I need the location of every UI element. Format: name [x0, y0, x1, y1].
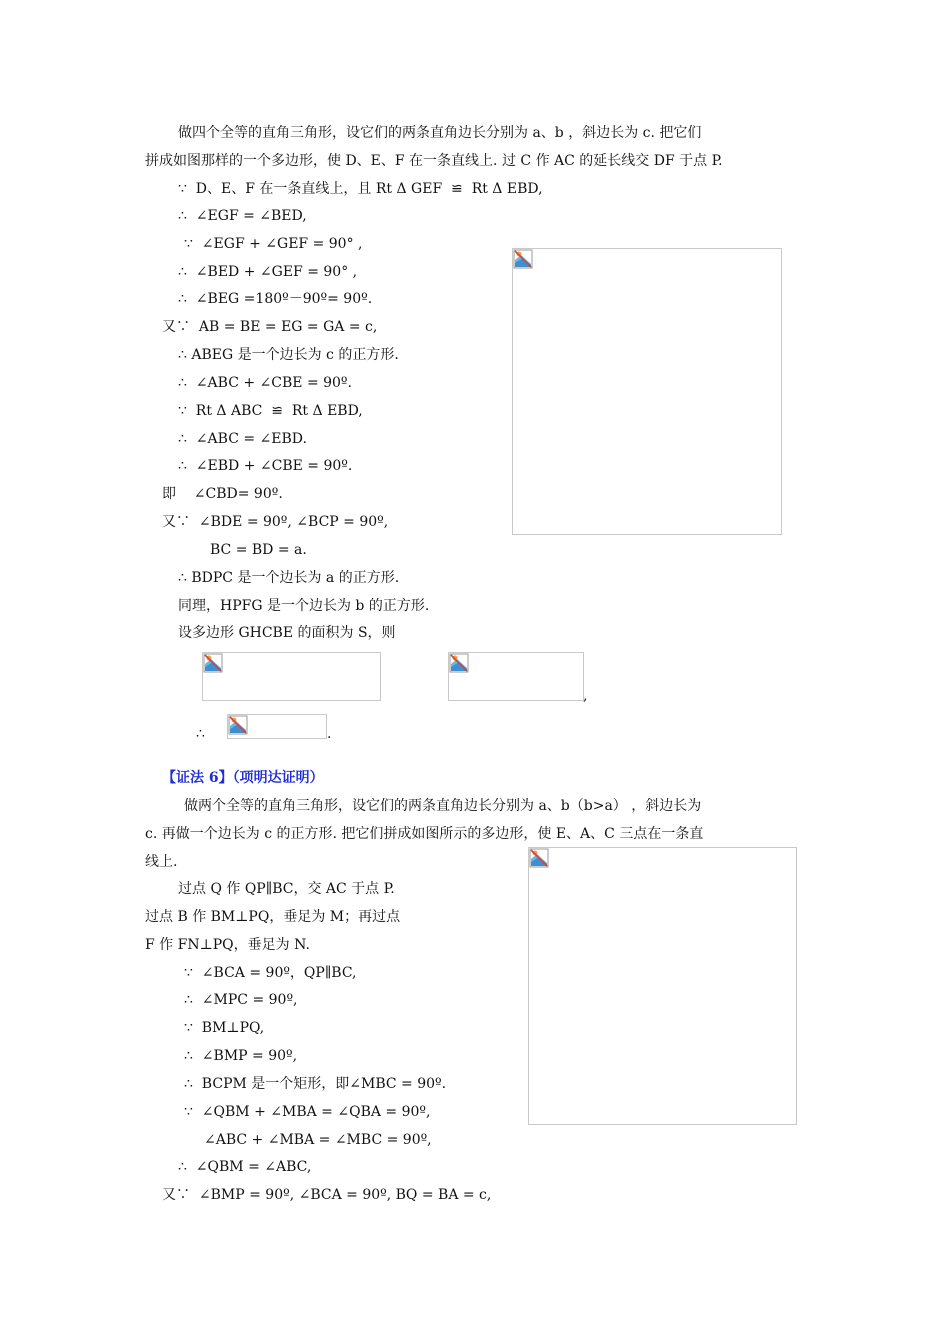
- paragraph-line: 过点 B 作 BM⊥PQ，垂足为 M；再过点: [145, 909, 401, 925]
- proof-step: 又∵ AB = BE = EG = GA = c,: [162, 319, 378, 335]
- proof-step: ∴ ABEG 是一个边长为 c 的正方形.: [178, 347, 399, 363]
- broken-image-icon: [449, 653, 469, 673]
- proof-step: ∴ ∠BED + ∠GEF = 90° ,: [178, 264, 358, 280]
- broken-image-icon: [513, 249, 533, 269]
- proof-step: ∴ ∠ABC = ∠EBD.: [178, 431, 307, 447]
- paragraph-line: c. 再做一个边长为 c 的正方形. 把它们拼成如图所示的多边形，使 E、A、C 三点在一条直: [145, 826, 704, 842]
- broken-image-icon: [203, 653, 223, 673]
- proof-step: ∵ ∠BCA = 90º，QP∥BC,: [184, 965, 357, 981]
- proof-step: ∴ ∠QBM = ∠ABC,: [178, 1159, 312, 1175]
- figure-image-placeholder: [528, 847, 797, 1125]
- proof-step: ∵ ∠QBM + ∠MBA = ∠QBA = 90º,: [184, 1104, 431, 1120]
- proof-step: 又∵ ∠BDE = 90º, ∠BCP = 90º,: [162, 514, 389, 530]
- formula-image-placeholder: [202, 652, 381, 701]
- formula-image-placeholder: [227, 714, 327, 739]
- section-heading: 【证法 6】（项明达证明）: [162, 770, 324, 786]
- proof-step: ∵ BM⊥PQ,: [184, 1020, 265, 1036]
- proof-step: ∴ ∠BEG =180º－90º= 90º.: [178, 291, 373, 307]
- proof-step: 即 ∠CBD= 90º.: [162, 486, 283, 502]
- proof-step: ∴ ∠MPC = 90º,: [184, 992, 298, 1008]
- figure-image-placeholder: [512, 248, 782, 535]
- paragraph-line: 线上.: [145, 854, 178, 870]
- therefore-symbol: ∴: [196, 726, 205, 742]
- proof-step: ∵ Rt Δ ABC ≌ Rt Δ EBD,: [178, 403, 363, 419]
- period-text: .: [327, 726, 332, 742]
- proof-step: ∴ ∠ABC + ∠CBE = 90º.: [178, 375, 352, 391]
- paragraph-line: 拼成如图那样的一个多边形，使 D、E、F 在一条直线上. 过 C 作 AC 的延长线交 DF 于点 P.: [145, 153, 723, 169]
- proof-step: ∴ ∠BMP = 90º,: [184, 1048, 298, 1064]
- proof-step: BC = BD = a.: [210, 542, 307, 558]
- proof-step: ∵ ∠EGF + ∠GEF = 90° ,: [184, 236, 363, 252]
- formula-image-placeholder: [448, 652, 584, 701]
- paragraph-line: 过点 Q 作 QP∥BC，交 AC 于点 P.: [178, 881, 395, 897]
- proof-step: ∴ ∠EGF = ∠BED,: [178, 208, 307, 224]
- proof-step: ∴ ∠EBD + ∠CBE = 90º.: [178, 458, 353, 474]
- proof-step: ∴ BCPM 是一个矩形，即∠MBC = 90º.: [184, 1076, 447, 1092]
- paragraph-line: F 作 FN⊥PQ，垂足为 N.: [145, 937, 310, 953]
- proof-step: 同理，HPFG 是一个边长为 b 的正方形.: [178, 598, 430, 614]
- proof-step: ∵ D、E、F 在一条直线上，且 Rt Δ GEF ≌ Rt Δ EBD,: [178, 181, 543, 197]
- proof-step: 设多边形 GHCBE 的面积为 S，则: [178, 625, 396, 641]
- broken-image-icon: [228, 715, 248, 735]
- paragraph-line: 做两个全等的直角三角形，设它们的两条直角边长分别为 a、b（b>a） ，斜边长为: [184, 798, 702, 814]
- paragraph-line: 做四个全等的直角三角形，设它们的两条直角边长分别为 a、b ，斜边长为 c. 把它们: [178, 125, 702, 141]
- comma-text: ,: [583, 688, 588, 704]
- proof-step: ∴ BDPC 是一个边长为 a 的正方形.: [178, 570, 400, 586]
- broken-image-icon: [529, 848, 549, 868]
- proof-step: ∠ABC + ∠MBA = ∠MBC = 90º,: [204, 1132, 432, 1148]
- proof-step: 又∵ ∠BMP = 90º, ∠BCA = 90º, BQ = BA = c,: [162, 1187, 492, 1203]
